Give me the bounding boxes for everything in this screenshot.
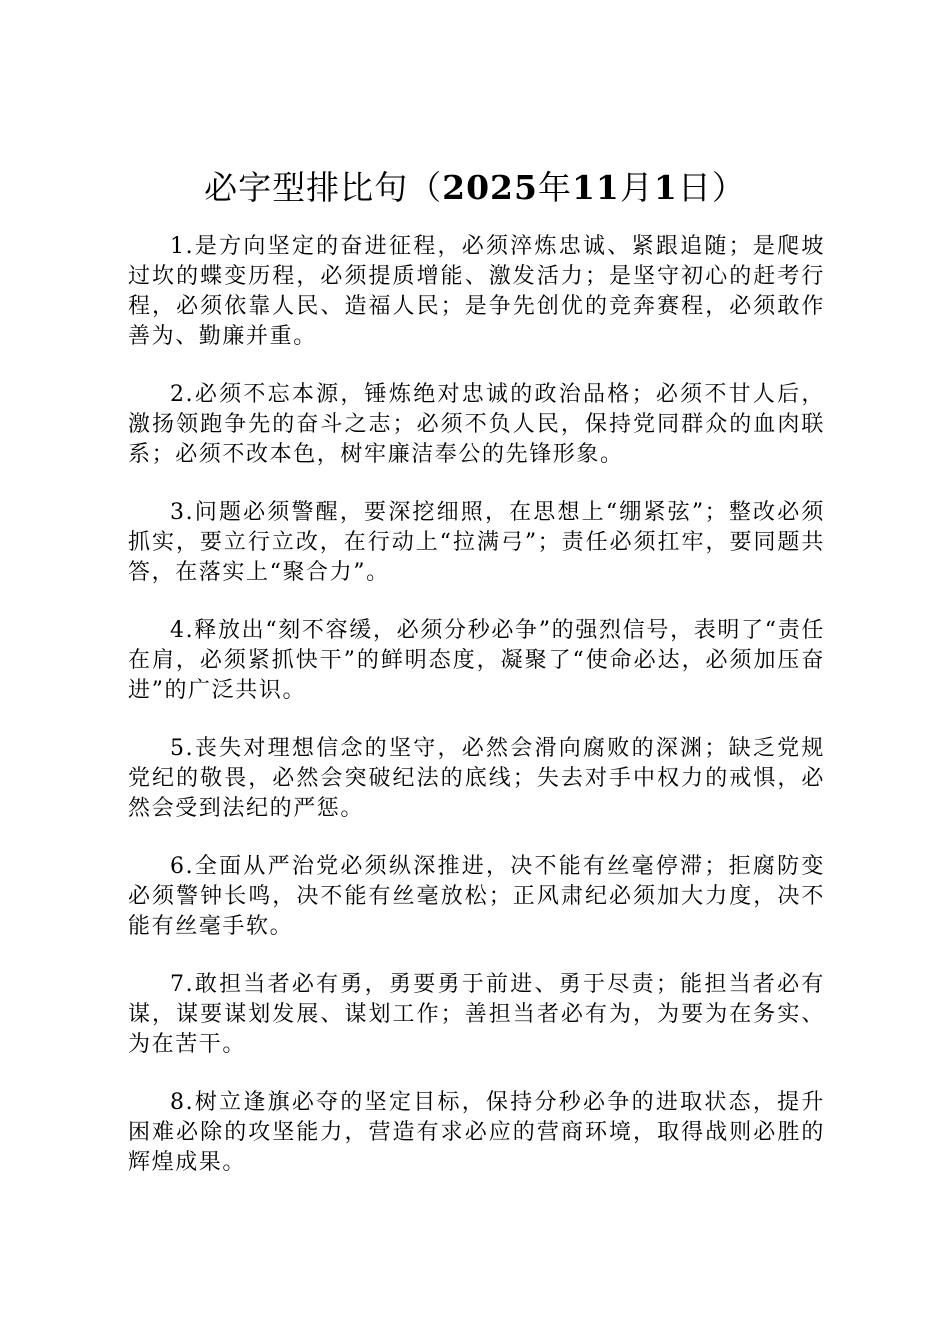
- list-item: 1.是方向坚定的奋进征程，必须淬炼忠诚、紧跟追随；是爬坡过坎的蝶变历程，必须提质增能、激发活力；是坚守初心的赶考行程，必须依靠人民、造福人民；是争先创优的竞奔赛程，必须敢作善为、勤廉并重。: [128, 234, 825, 349]
- title-prefix: 必字型排比句（: [204, 168, 443, 207]
- title-day: 1: [653, 168, 678, 207]
- list-item: 7.敢担当者必有勇，勇要勇于前进、勇于尽责；能担当者必有谋，谋要谋划发展、谋划工作；善担当者必有为，为要为在务实、为在苦干。: [128, 972, 825, 1057]
- title-day-unit: 日: [677, 168, 712, 207]
- title-year: 2025: [442, 168, 538, 207]
- title-suffix: ）: [711, 168, 746, 207]
- title-month: 11: [571, 168, 620, 207]
- title-year-unit: 年: [537, 168, 572, 207]
- list-item: 4.释放出“刻不容缓，必须分秒必争”的强烈信号，表明了“责任在肩，必须紧抓快干”的鲜明态度，凝聚了“使命必达，必须加压奋进”的广泛共识。: [128, 618, 825, 703]
- item-list: [128, 232, 825, 1206]
- document-title: [0, 166, 950, 210]
- list-item: 8.树立逢旗必夺的坚定目标，保持分秒必争的进取状态，提升困难必除的攻坚能力，营造有求必应的营商环境，取得战则必胜的辉煌成果。: [128, 1090, 825, 1175]
- list-item: 6.全面从严治党必须纵深推进，决不能有丝毫停滞；拒腐防变必须警钟长鸣，决不能有丝毫放松；正风肃纪必须加大力度，决不能有丝毫手软。: [128, 854, 825, 939]
- list-item: 3.问题必须警醒，要深挖细照，在思想上“绷紧弦”；整改必须抓实，要立行立改，在行动上“拉满弓”；责任必须扛牢，要同题共答，在落实上“聚合力”。: [128, 500, 825, 585]
- list-item: 2.必须不忘本源，锤炼绝对忠诚的政治品格；必须不甘人后，激扬领跑争先的奋斗之志；必须不负人民，保持党同群众的血肉联系；必须不改本色，树牢廉洁奉公的先锋形象。: [128, 382, 825, 467]
- title-month-unit: 月: [619, 168, 654, 207]
- list-item: 5.丧失对理想信念的坚守，必然会滑向腐败的深渊；缺乏党规党纪的敬畏，必然会突破纪法的底线；失去对手中权力的戒惧，必然会受到法纪的严惩。: [128, 736, 825, 821]
